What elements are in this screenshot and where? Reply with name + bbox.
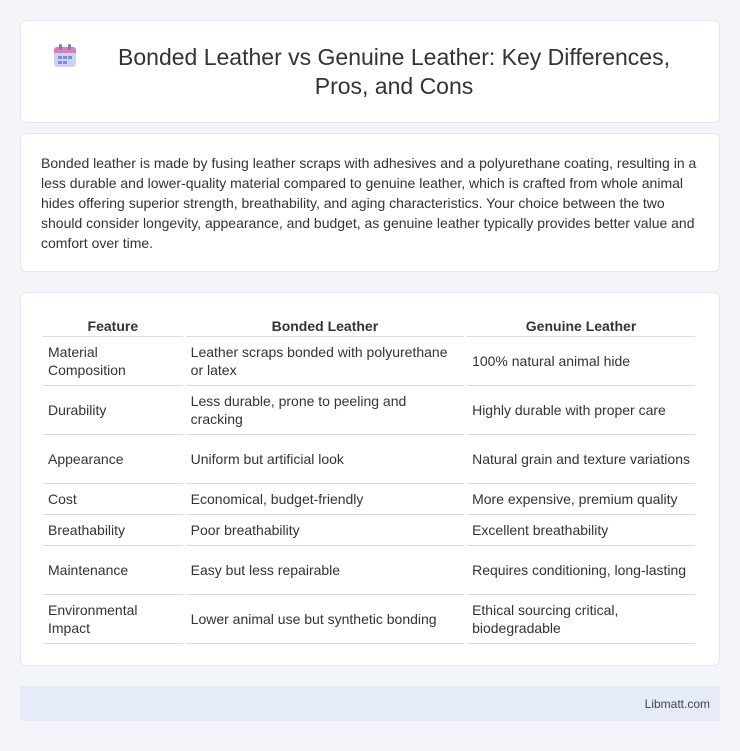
table-row xyxy=(43,337,695,386)
title-wrap xyxy=(21,21,719,122)
calendar-icon xyxy=(51,42,79,70)
feature-cell: Cost xyxy=(43,484,183,515)
comparison-card xyxy=(20,292,720,666)
footer-site-link[interactable]: Libmatt.com xyxy=(644,696,710,711)
page-title: Bonded Leather vs Genuine Leather: Key Differences, Pros, and Cons xyxy=(118,43,670,99)
table-row xyxy=(43,386,695,435)
feature-cell: Environmental Impact xyxy=(43,595,183,644)
genuine-cell: 100% natural animal hide xyxy=(467,337,695,386)
feature-cell: Breathability xyxy=(43,515,183,546)
genuine-cell: More expensive, premium quality xyxy=(467,484,695,515)
feature-cell: Durability xyxy=(43,386,183,435)
feature-cell: Material Composition xyxy=(43,337,183,386)
table-row xyxy=(43,515,695,546)
intro-paragraph: Bonded leather is made by fusing leather scraps with adhesives and a polyurethane coating, resulting in a less durable and lower-quality material compared to genuine leather, which is crafted from whole animal hides offering superior strength, breathability, and aging characteristics. Your choice between the two should consider longevity, appearance, and budget, as genuine leather typically provides better value and comfort over time. xyxy=(41,155,697,251)
table-row xyxy=(43,595,695,644)
bonded-cell: Easy but less repairable xyxy=(186,546,464,595)
bonded-cell: Poor breathability xyxy=(186,515,464,546)
genuine-cell: Highly durable with proper care xyxy=(467,386,695,435)
feature-cell: Maintenance xyxy=(43,546,183,595)
header-bonded-leather: Bonded Leather xyxy=(186,315,464,337)
header-genuine-leather: Genuine Leather xyxy=(467,315,695,337)
genuine-cell: Excellent breathability xyxy=(467,515,695,546)
bonded-cell: Lower animal use but synthetic bonding xyxy=(186,595,464,644)
comparison-table xyxy=(40,315,698,644)
genuine-cell: Natural grain and texture variations xyxy=(467,435,695,484)
table-header-row xyxy=(43,315,695,337)
bonded-cell: Leather scraps bonded with polyurethane or latex xyxy=(186,337,464,386)
header-feature: Feature xyxy=(43,315,183,337)
title-card xyxy=(20,20,720,123)
footer xyxy=(20,686,720,721)
table-row xyxy=(43,484,695,515)
table-row xyxy=(43,435,695,484)
feature-cell: Appearance xyxy=(43,435,183,484)
bonded-cell: Less durable, prone to peeling and cracking xyxy=(186,386,464,435)
genuine-cell: Requires conditioning, long-lasting xyxy=(467,546,695,595)
genuine-cell: Ethical sourcing critical, biodegradable xyxy=(467,595,695,644)
bonded-cell: Economical, budget-friendly xyxy=(186,484,464,515)
bonded-cell: Uniform but artificial look xyxy=(186,435,464,484)
intro-card xyxy=(20,133,720,272)
table-row xyxy=(43,546,695,595)
